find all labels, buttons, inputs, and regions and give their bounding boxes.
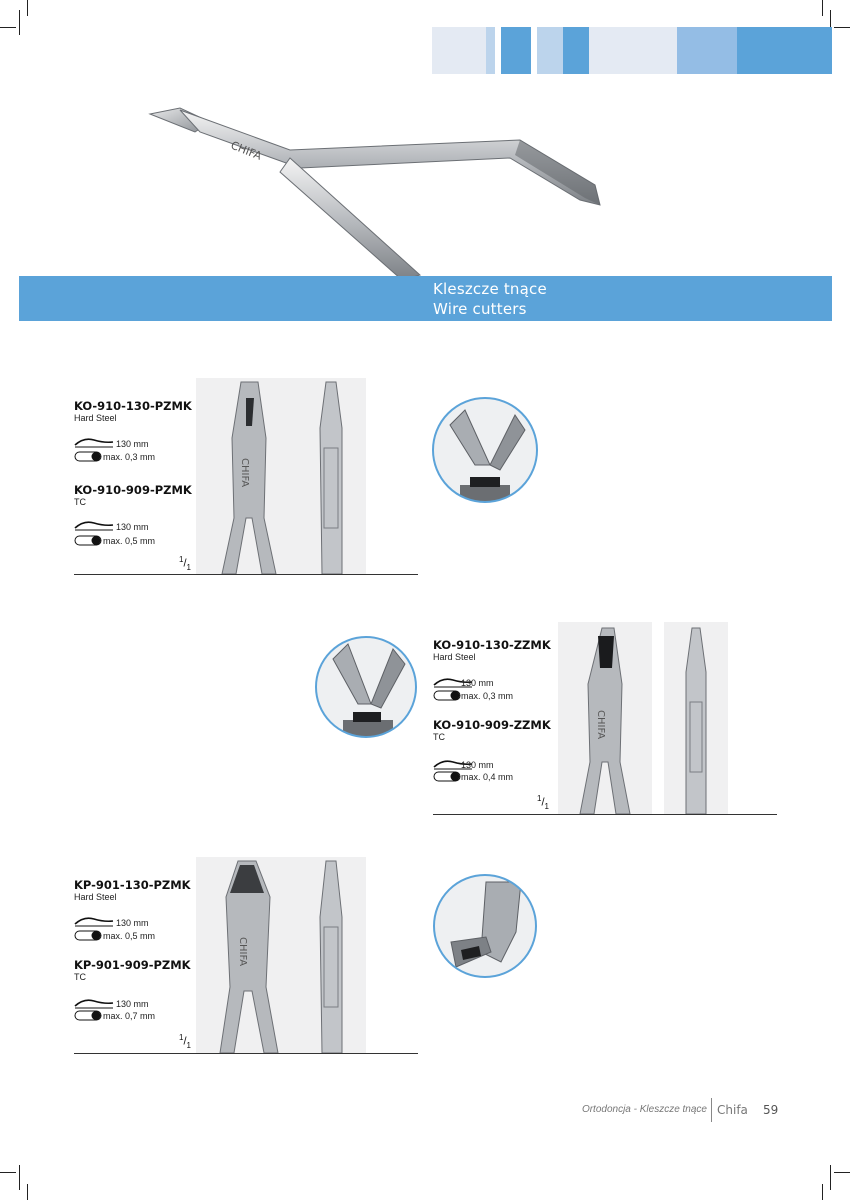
strip-block xyxy=(677,27,737,74)
pliers-front-image xyxy=(196,378,296,574)
strip-block xyxy=(563,27,589,74)
wire-value: max. 0,3 mm xyxy=(103,452,156,462)
product-code: KO-910-130-PZMK xyxy=(74,399,192,413)
crop-mark xyxy=(830,1165,831,1190)
banner-title-pl: Kleszcze tnące xyxy=(433,280,547,298)
svg-text:CHIFA: CHIFA xyxy=(237,937,248,967)
wire-value: max. 0,4 mm xyxy=(461,772,514,782)
section-banner xyxy=(19,276,832,321)
detail-loupe-image xyxy=(431,872,539,980)
crop-mark xyxy=(0,1172,16,1173)
length-value: 130 mm xyxy=(461,678,494,688)
product-code: KP-901-909-PZMK xyxy=(74,958,191,972)
strip-block xyxy=(737,27,832,74)
svg-text:CHIFA: CHIFA xyxy=(239,458,250,488)
strip-block xyxy=(537,27,563,74)
crop-mark xyxy=(19,10,20,35)
wire-icon xyxy=(74,451,102,462)
length-value: 130 mm xyxy=(116,918,149,928)
pliers-front-image xyxy=(196,857,296,1053)
banner-title-en: Wire cutters xyxy=(433,300,527,318)
length-value: 130 mm xyxy=(461,760,494,770)
product-code: KO-910-909-PZMK xyxy=(74,483,192,497)
crop-mark xyxy=(822,1184,823,1200)
svg-text:CHIFA: CHIFA xyxy=(595,710,606,740)
product-divider xyxy=(74,1053,418,1054)
detail-loupe-image xyxy=(430,395,540,505)
wire-value: max. 0,5 mm xyxy=(103,536,156,546)
product-material: Hard Steel xyxy=(74,413,117,423)
crop-mark xyxy=(834,27,850,28)
crop-mark xyxy=(0,27,16,28)
product-material: TC xyxy=(433,732,445,742)
footer-brand: Chifa xyxy=(717,1103,748,1117)
product-material: Hard Steel xyxy=(74,892,117,902)
crop-mark xyxy=(19,1165,20,1190)
crop-mark xyxy=(27,0,28,16)
pliers-side-image xyxy=(296,857,366,1053)
footer-category: Ortodoncja - Kleszcze tnące xyxy=(581,1104,707,1115)
pliers-front-image xyxy=(558,622,652,814)
strip-block xyxy=(432,27,486,74)
scale-ratio: $^1/_1$ xyxy=(537,794,549,811)
product-material: TC xyxy=(74,497,86,507)
footer-separator xyxy=(711,1098,712,1122)
strip-block xyxy=(486,27,495,74)
crop-mark xyxy=(822,0,823,16)
wire-icon xyxy=(74,1010,102,1021)
scale-ratio: $^1/_1$ xyxy=(179,555,191,572)
wire-value: max. 0,3 mm xyxy=(461,691,514,701)
scale-ratio: $^1/_1$ xyxy=(179,1033,191,1050)
product-divider xyxy=(433,814,777,815)
length-icon xyxy=(74,915,114,927)
hero-brand-engraving: CHIFA xyxy=(228,138,264,163)
wire-value: max. 0,5 mm xyxy=(103,931,156,941)
length-icon xyxy=(74,997,114,1009)
strip-block xyxy=(501,27,531,74)
wire-icon xyxy=(74,930,102,941)
product-divider xyxy=(74,574,418,575)
product-code: KO-910-130-ZZMK xyxy=(433,638,551,652)
detail-loupe-image xyxy=(313,634,419,740)
pliers-side-image xyxy=(296,378,366,574)
wire-value: max. 0,7 mm xyxy=(103,1011,156,1021)
crop-mark xyxy=(27,1184,28,1200)
strip-block xyxy=(589,27,677,74)
length-icon xyxy=(74,519,114,531)
product-material: Hard Steel xyxy=(433,652,476,662)
product-material: TC xyxy=(74,972,86,982)
crop-mark xyxy=(834,1172,850,1173)
page-number: 59 xyxy=(763,1103,779,1117)
product-code: KP-901-130-PZMK xyxy=(74,878,191,892)
length-value: 130 mm xyxy=(116,439,149,449)
length-value: 130 mm xyxy=(116,999,149,1009)
wire-icon xyxy=(74,535,102,546)
wire-icon xyxy=(433,771,461,782)
product-code: KO-910-909-ZZMK xyxy=(433,718,551,732)
length-value: 130 mm xyxy=(116,522,149,532)
pliers-side-image xyxy=(664,622,728,814)
hero-pliers-image xyxy=(140,80,630,280)
wire-icon xyxy=(433,690,461,701)
length-icon xyxy=(74,436,114,448)
